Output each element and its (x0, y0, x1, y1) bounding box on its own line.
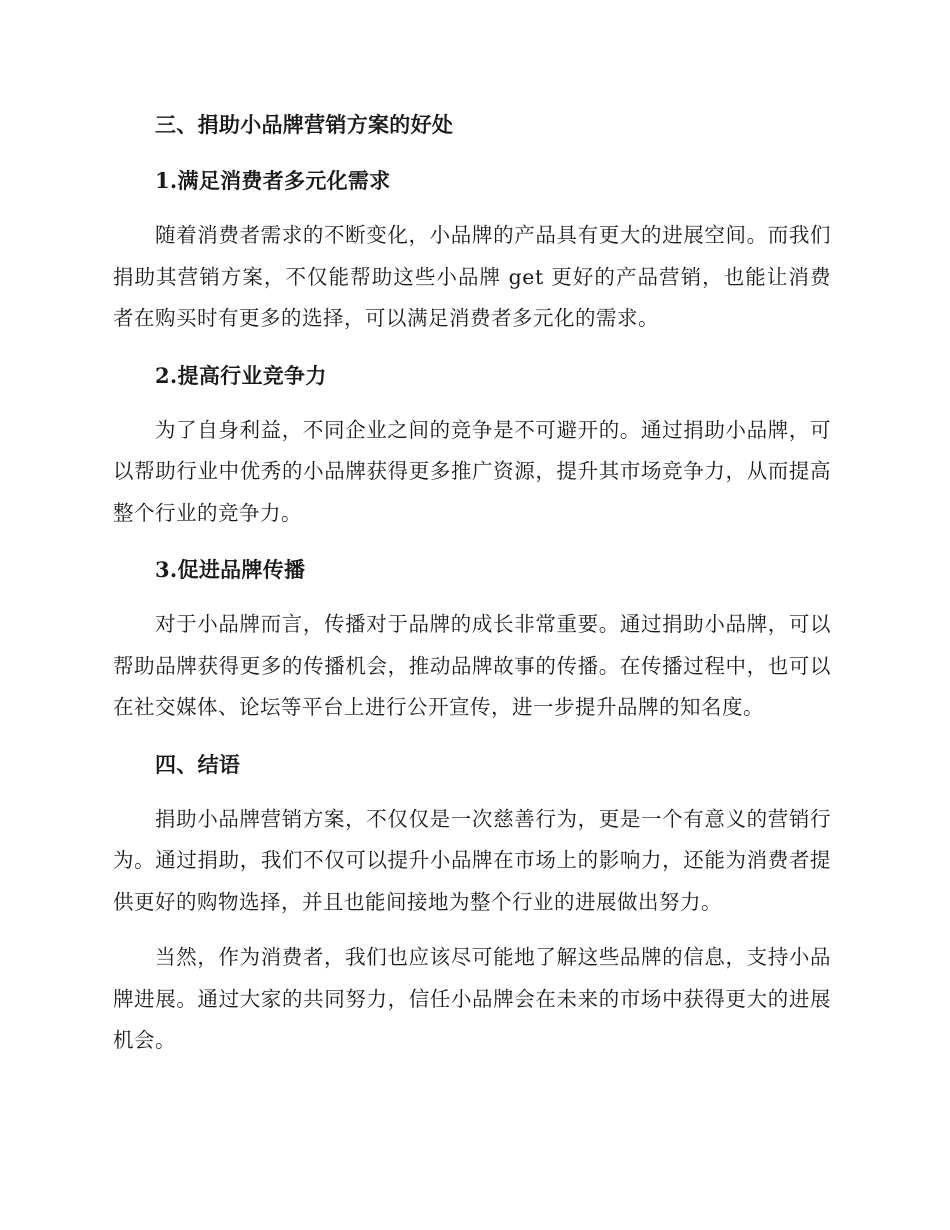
document-body (113, 103, 831, 1076)
subheading-brand-spread: 3.促进品牌传播 (155, 557, 306, 582)
paragraph-conclusion-1: 捐助小品牌营销方案，不仅仅是一次慈善行为，更是一个有意义的营销行为。通过捐助，我们不仅可以提升小品牌在市场上的影响力，还能为消费者提供更好的购物选择，并且也能间接地为整个行业的进展做出努力。 (113, 806, 831, 914)
paragraph-brand-spread: 对于小品牌而言，传播对于品牌的成长非常重要。通过捐助小品牌，可以帮助品牌获得更多的传播机会，推动品牌故事的传播。在传播过程中，也可以在社交媒体、论坛等平台上进行公开宣传，进一步提升品牌的知名度。 (113, 612, 831, 719)
paragraph-conclusion-2: 当然，作为消费者，我们也应该尽可能地了解这些品牌的信息，支持小品牌进展。通过大家的共同努力，信任小品牌会在未来的市场中获得更大的进展机会。 (113, 945, 831, 1052)
subheading-diverse-needs: 1.满足消费者多元化需求 (155, 168, 391, 193)
subheading-competitiveness: 2.提高行业竞争力 (155, 362, 327, 388)
section-heading-conclusion: 四、结语 (155, 751, 241, 777)
paragraph-diverse-needs: 随着消费者需求的不断变化，小品牌的产品具有更大的进展空间。而我们捐助其营销方案，不仅能帮助这些小品牌 get 更好的产品营销，也能让消费者在购买时有更多的选择，可以满足消费者多元化的需求。 (113, 223, 831, 330)
paragraph-competitiveness: 为了自身利益，不同企业之间的竞争是不可避开的。通过捐助小品牌，可以帮助行业中优秀的小品牌获得更多推广资源，提升其市场竞争力，从而提高整个行业的竞争力。 (113, 417, 831, 525)
section-heading-benefits: 三、捐助小品牌营销方案的好处 (155, 112, 454, 137)
